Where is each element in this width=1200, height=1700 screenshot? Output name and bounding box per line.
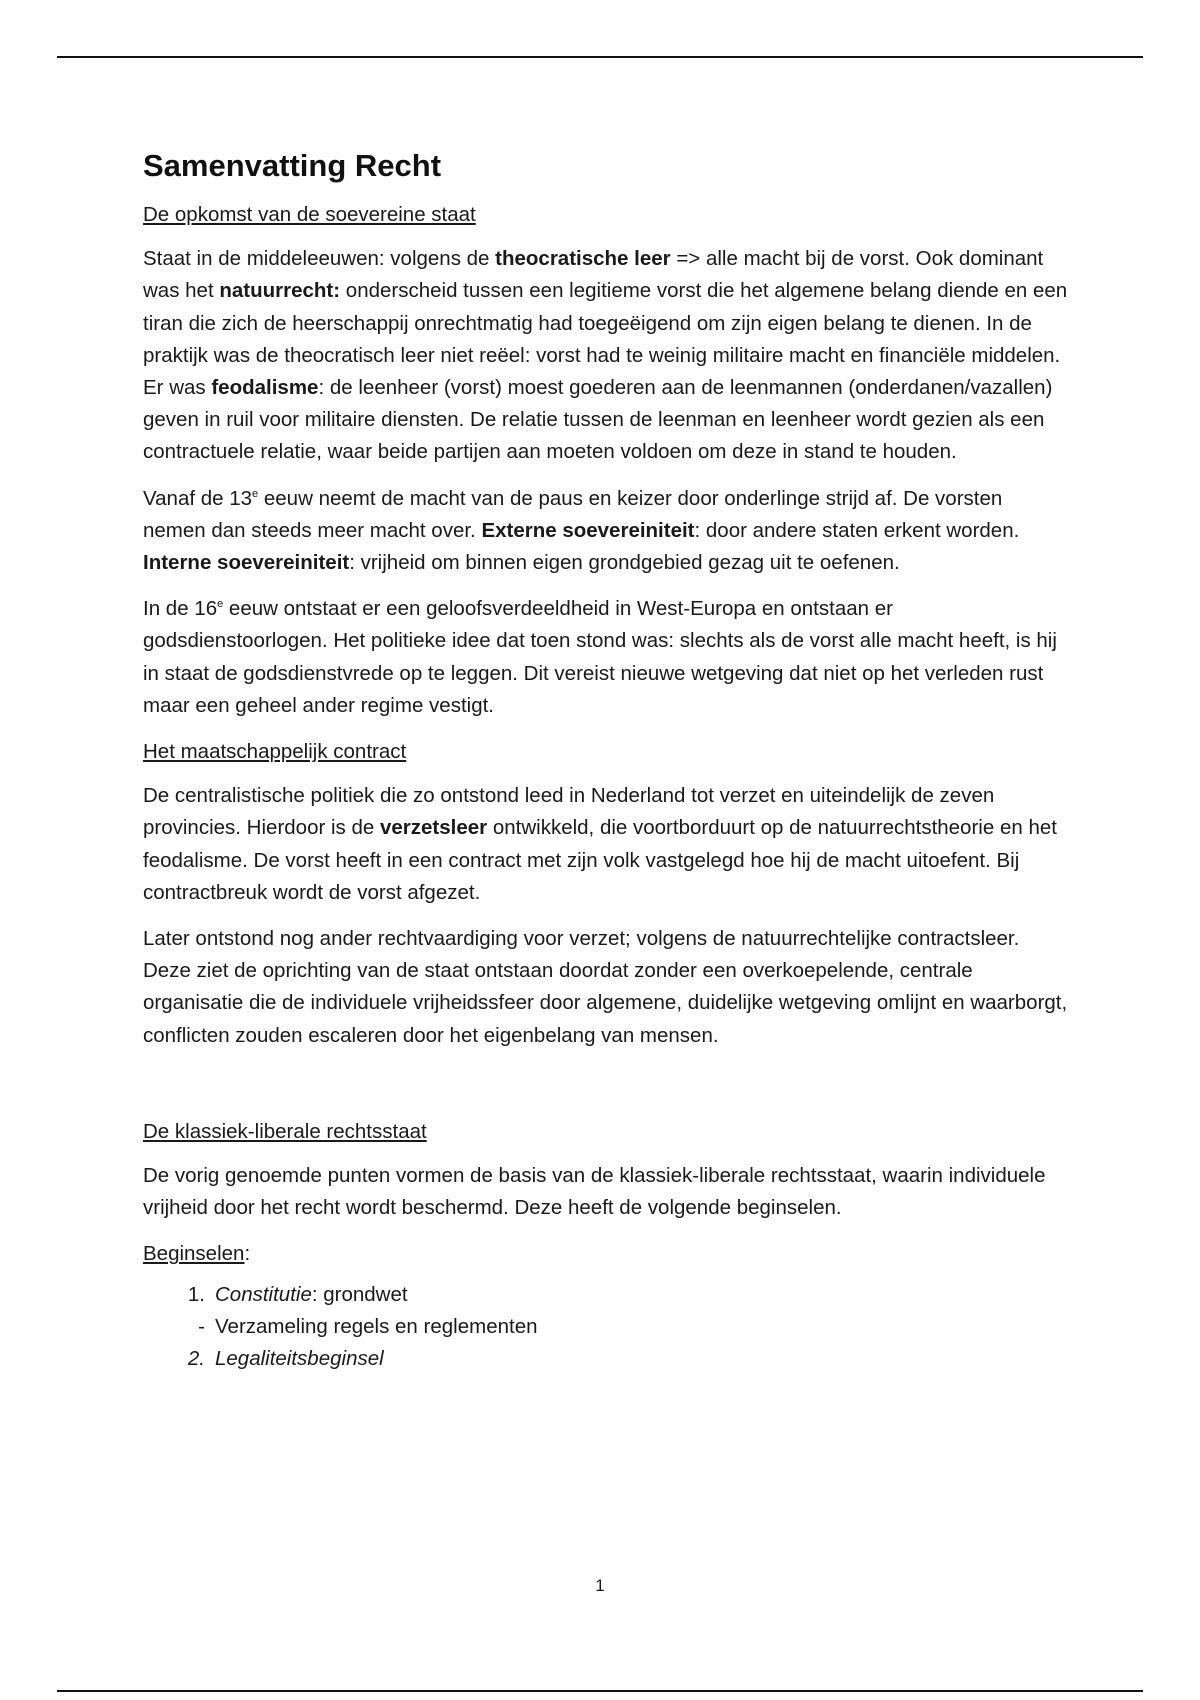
list-item: 1. Constitutie: grondwet: [187, 1282, 408, 1306]
beginselen-label: Beginselen:: [143, 1242, 251, 1266]
document-page: [143, 146, 1068, 1375]
document-title: Samenvatting Recht: [143, 148, 442, 183]
paragraph-rechtsstaat: De vorig genoemde punten vormen de basis van de klassiek-liberale rechtsstaat, waarin individuele vrijheid door het recht wordt beschermd. Deze heeft de volgende beginselen.: [143, 1164, 1046, 1220]
term-feodalisme: feodalisme: [211, 376, 319, 400]
term-interne-soevereiniteit: Interne soevereiniteit: [143, 551, 350, 575]
beginselen-list: [143, 1279, 1068, 1376]
page-number: 1: [595, 1576, 605, 1595]
list-item: 2. Legaliteitsbeginsel: [187, 1347, 384, 1371]
paragraph-middeleeuwen: Staat in de middeleeuwen: volgens de theocratische leer => alle macht bij de vorst. Ook dominant was het natuurrecht: onderscheid tussen een legitieme vorst die het algemene belang diende en een tiran die zich de heerschappij onrechtmatig had toegeëigend om zijn eigen belang te dienen. In de praktijk was de theocratisch leer niet reëel: vorst had te weinig militaire macht en financiële middelen. Er was feodalisme: de leenheer (vorst) moest goederen aan de leenmannen (onderdanen/vazallen) geven in ruil voor militaire diensten. De relatie tussen de leenman en leenheer wordt gezien als een contractuele relatie, waar beide partijen aan moeten voldoen om deze in stand te houden.: [143, 247, 1068, 464]
section-heading-maatschappelijk-contract: Het maatschappelijk contract: [143, 740, 407, 764]
list-item: - Verzameling regels en reglementen: [198, 1314, 538, 1338]
paragraph-16e-eeuw: In de 16e eeuw ontstaat er een geloofsverdeeldheid in West-Europa en ontstaan er godsdienstoorlogen. Het politieke idee dat toen stond was: slechts als de vorst alle macht heeft, is hij in staat de godsdienstvrede op te leggen. Dit vereist nieuwe wetgeving dat niet op het verleden rust maar een geheel ander regime vestigt.: [143, 597, 1057, 717]
header-rule: [57, 56, 1143, 58]
term-natuurrecht: natuurrecht:: [219, 279, 341, 303]
paragraph-contractsleer: Later ontstond nog ander rechtvaardiging voor verzet; volgens de natuurrechtelijke contractsleer. Deze ziet de oprichting van de staat ontstaan doordat zonder een overkoepelende, centrale organisatie die de individuele vrijheidssfeer door algemene, duidelijke wetgeving omlijnt en waarborgt, conflicten zouden escaleren door het eigenbelang van mensen.: [143, 927, 1068, 1047]
section-heading-soevereine-staat: De opkomst van de soevereine staat: [143, 203, 476, 226]
section-heading-rechtsstaat: De klassiek-liberale rechtsstaat: [143, 1119, 427, 1143]
term-externe-soevereiniteit: Externe soevereiniteit: [481, 518, 695, 542]
paragraph-verzetsleer: De centralistische politiek die zo ontstond leed in Nederland tot verzet en uiteindelijk de zeven provincies. Hierdoor is de verzetsleer ontwikkeld, die voortborduurt op de natuurrechtstheorie en het feodalisme. De vorst heeft in een contract met zijn volk vastgelegd hoe hij de macht uitoefent. Bij contractbreuk wordt de vorst afgezet.: [143, 784, 1057, 904]
term-theocratische-leer: theocratische leer: [495, 247, 671, 271]
paragraph-13e-eeuw: Vanaf de 13e eeuw neemt de macht van de paus en keizer door onderlinge strijd af. De vorsten nemen dan steeds meer macht over. Externe soevereiniteit: door andere staten erkent worden. Interne soevereiniteit: vrijheid om binnen eigen grondgebied gezag uit te oefenen.: [143, 486, 1020, 575]
term-verzetsleer: verzetsleer: [380, 816, 488, 840]
footer-rule: [57, 1690, 1143, 1692]
